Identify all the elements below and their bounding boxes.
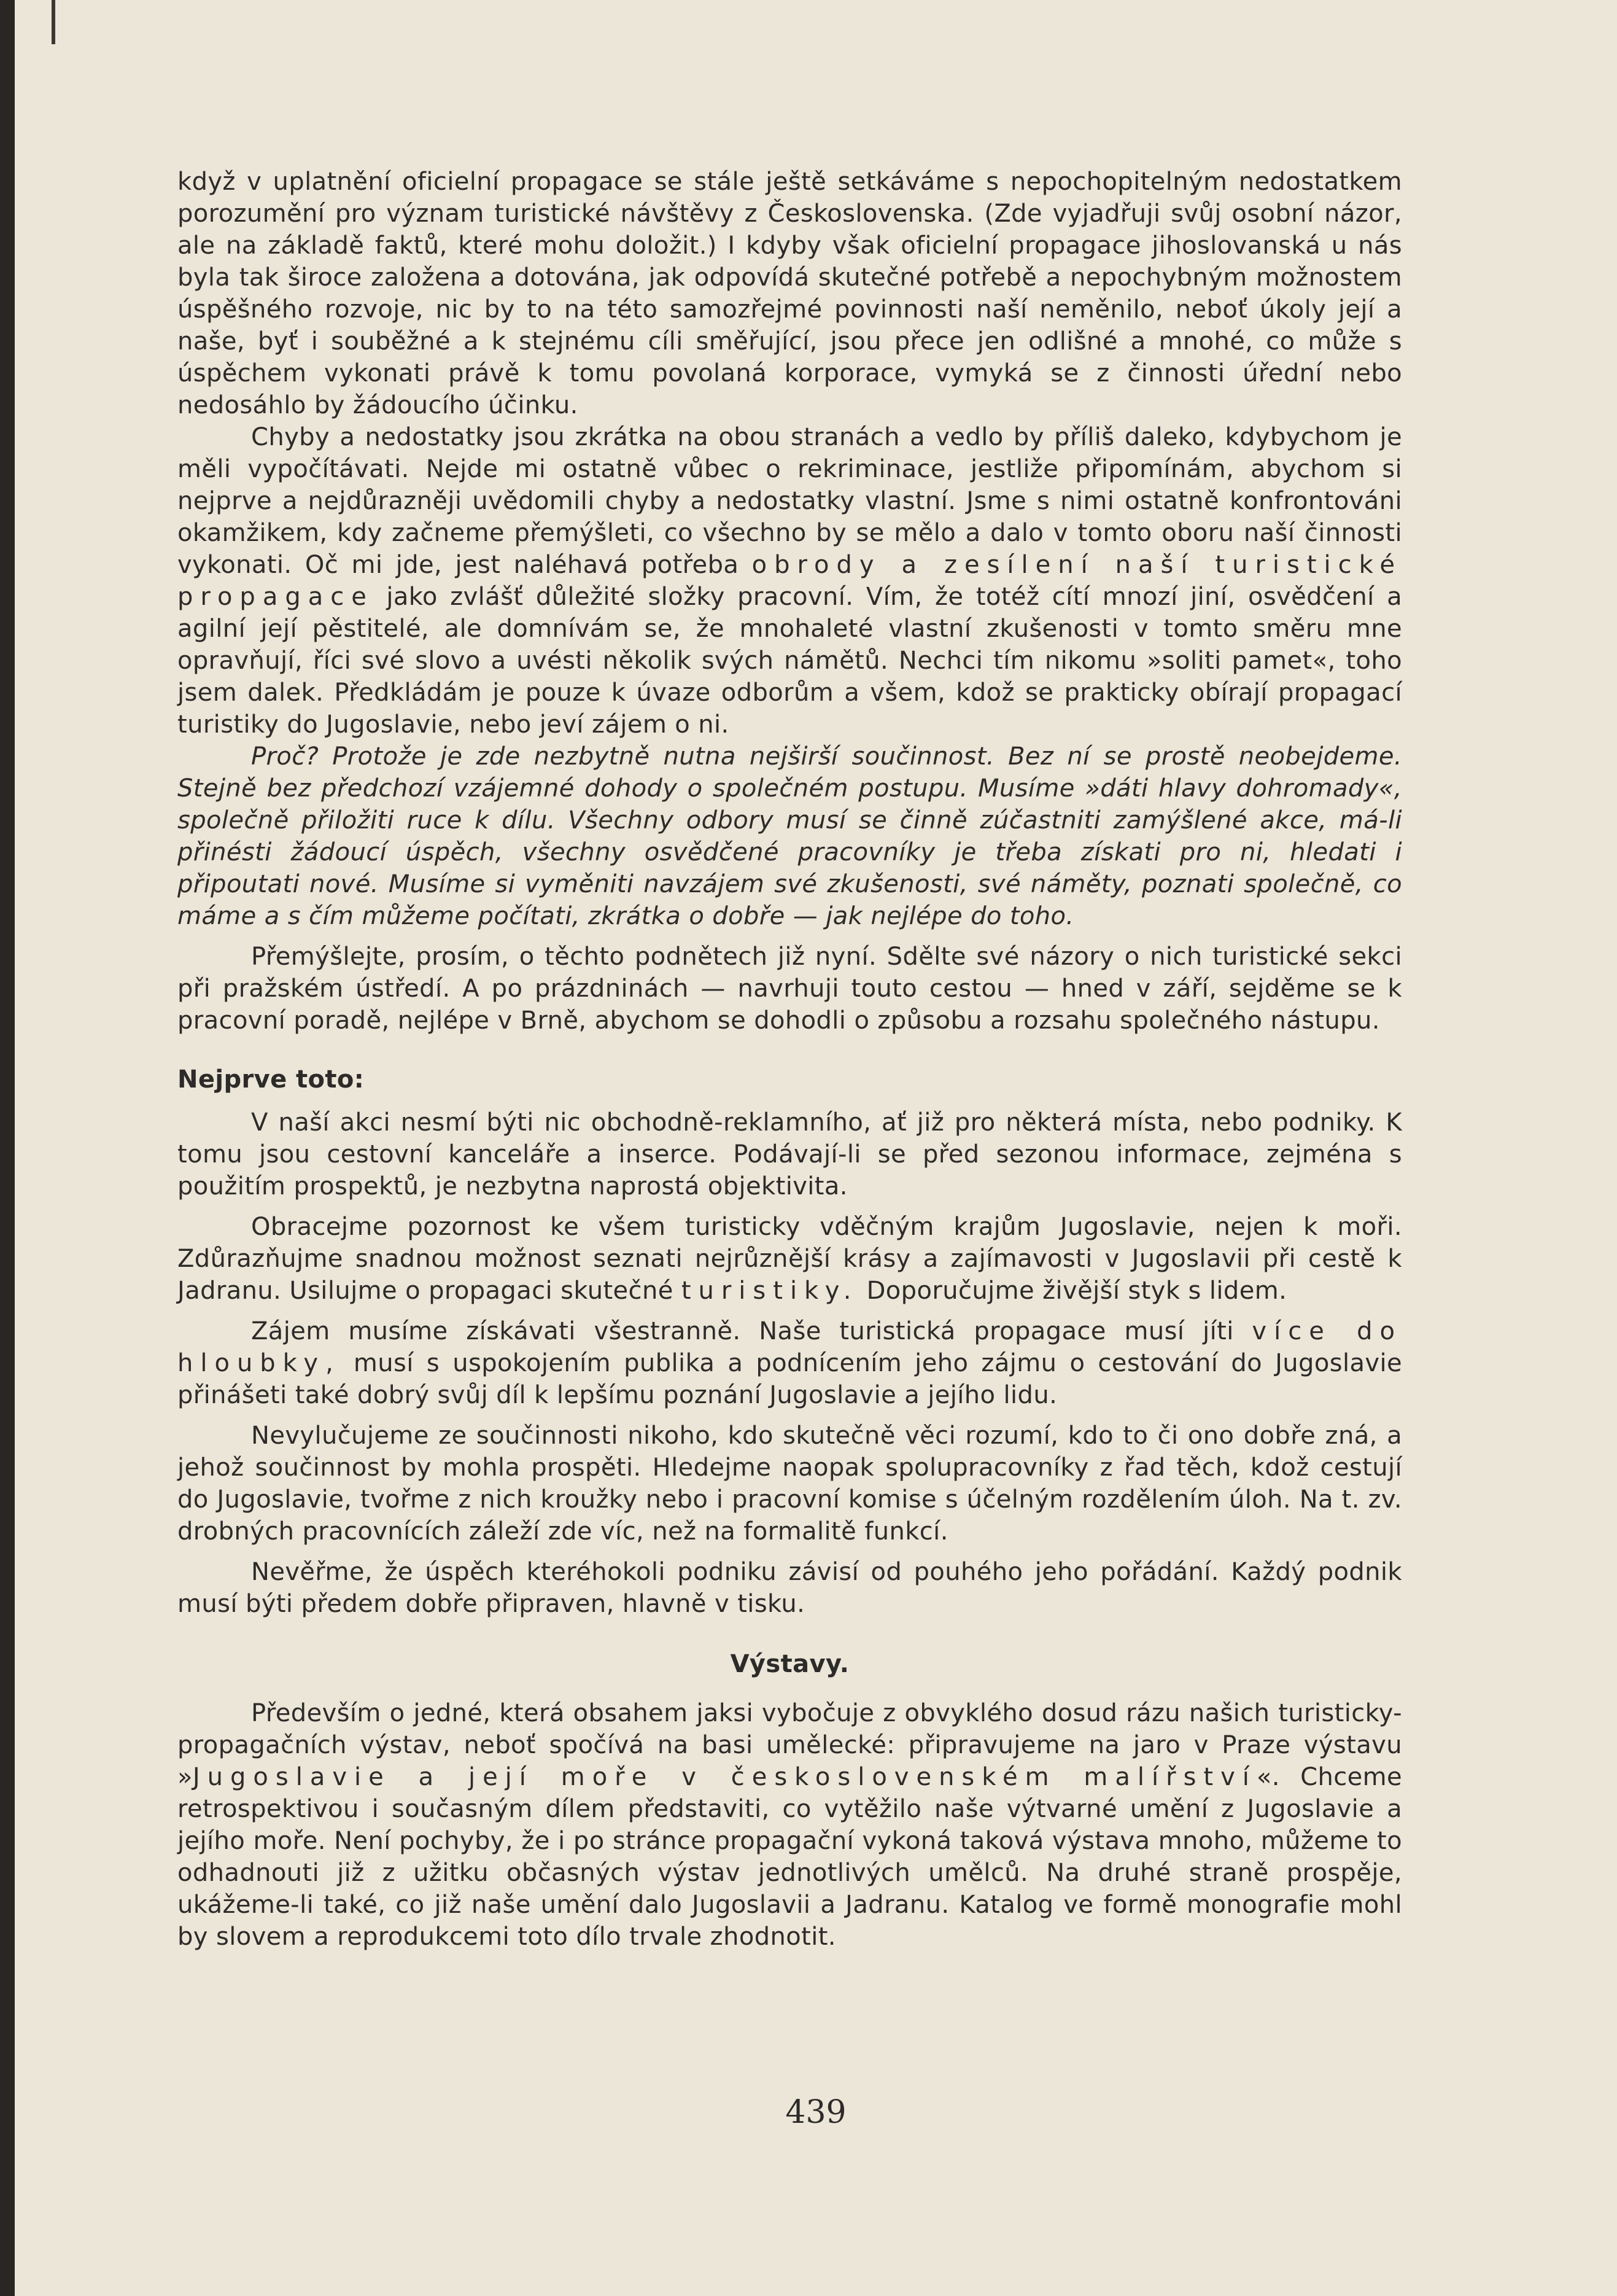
emphasis-spaced: obrody a zesílení naší turistické propagace	[177, 551, 1403, 611]
paragraph-7: Zájem musíme získávati všestranně. Naše turistická propagace musí jíti více do hloubky, musí s uspokojením publika a podnícením jeho zájmu o cestování do Jugoslavie přinášeti také dobrý svůj díl k lepšímu poznání Jugoslavie a jejího lidu.	[177, 1317, 1402, 1409]
emphasis-spaced: turistiky.	[681, 1277, 859, 1305]
article-body	[177, 166, 1402, 1953]
book-page	[15, 0, 1617, 2296]
paragraph-1: když v uplatnění oficielní propagace se stále ještě setkáváme s nepochopitelným nedostatkem porozumění pro význam turistické návštěvy z Československa. (Zde vyjadřuji svůj osobní názor, ale na základě faktů, které mohu doložit.) I kdyby však oficielní propagace jihoslovanská u nás byla tak široce založena a dotována, jak odpovídá skutečné potřebě a nepochybným možnostem úspěšného rozvoje, nic by to na této samozřejmé povinnosti naší neměnilo, neboť úkoly její a naše, byť i souběžné a k stejnému cíli směřující, jsou přece jen odlišné a mnohé, co může s úspěchem vykonati právě k tomu povolaná korporace, vymyká se z činnosti úřední nebo nedosáhlo by žádoucího účinku.	[177, 168, 1402, 419]
section-heading-nejprve: Nejprve toto:	[177, 1065, 365, 1094]
paragraph-6: Obracejme pozornost ke všem turisticky vděčným krajům Jugoslavie, nejen k moři. Zdůrazňujme snadnou možnost seznati nejrůznější krásy a zajímavosti v Jugoslavii při cestě k Jadranu. Usilujme o propagaci skutečné turistiky. Doporučujme živější styk s lidem.	[177, 1213, 1402, 1305]
paragraph-8: Nevylučujeme ze součinnosti nikoho, kdo skutečně věci rozumí, kdo to či ono dobře zná, a jehož součinnost by mohla prospěti. Hledejme naopak spolupracovníky z řad těch, kdož cestují do Jugoslavie, tvořme z nich kroužky nebo i pracovní komise s účelným rozdělením úloh. Na t. zv. drobných pracovnících záleží zde víc, než na formalitě funkcí.	[177, 1422, 1402, 1546]
binding-edge	[52, 0, 55, 44]
emphasis-spaced: Jugoslavie a její moře v československém malířství	[192, 1763, 1257, 1791]
section-heading-vystavy: Výstavy.	[730, 1650, 850, 1678]
paragraph-5: V naší akci nesmí býti nic obchodně-reklamního, ať již pro některá místa, nebo podniky. K tomu jsou cestovní kanceláře a inserce. Podávají-li se před sezonou informace, zejména s použitím prospektů, je nezbytna naprostá objektivita.	[177, 1108, 1402, 1201]
paragraph-2: Chyby a nedostatky jsou zkrátka na obou stranách a vedlo by příliš daleko, kdybychom je měli vypočítávati. Nejde mi ostatně vůbec o rekriminace, jestliže připomínám, abychom si nejprve a nejdůrazněji uvědomili chyby a nedostatky vlastní. Jsme s nimi ostatně konfrontováni okamžikem, kdy začneme přemýšleti, co všechno by se mělo a dalo v tomto oboru naší činnosti vykonati. Oč mi jde, jest naléhavá potřeba obrody a zesílení naší turistické propagace jako zvlášť důležité složky pracovní. Vím, že totéž cítí mnozí jiní, osvědčení a agilní její pěstitelé, ale domnívám se, že mnohaleté vlastní zkušenosti v tomto směru mne opravňují, říci své slovo a uvésti několik svých námětů. Nechci tím nikomu »soliti pamet«, toho jsem dalek. Předkládám je pouze k úvaze odborům a všem, kdož se prakticky obírají propagací turistiky do Jugoslavie, nebo jeví zájem o ni.	[177, 423, 1403, 739]
paragraph-3-italic: Proč? Protože je zde nezbytně nutna nejširší součinnost. Bez ní se prostě neobejdeme. Stejně bez předchozí vzájemné dohody o společném postupu. Musíme »dáti hlavy dohromady«, společně přiložiti ruce k dílu. Všechny odbory musí se činně zúčastniti zamýšlené akce, má-li přinésti žádoucí úspěch, všechny osvědčené pracovníky je třeba získati pro ni, hledati i připoutati nové. Musíme si vyměniti navzájem své zkušenosti, své náměty, poznati společně, co máme a s čím můžeme počítati, zkrátka o dobře — jak nejlépe do toho.	[177, 742, 1402, 930]
paragraph-10: Především o jedné, která obsahem jaksi vybočuje z obvyklého dosud rázu našich turisticky-propagačních výstav, neboť spočívá na basi umělecké: připravujeme na jaro v Praze výstavu »Jugoslavie a její moře v československém malířství«. Chceme retrospektivou i současným dílem představiti, co vytěžilo naše výtvarné umění z Jugoslavie a jejího moře. Není pochyby, že i po stránce propagační vykoná taková výstava mnoho, můžeme to odhadnouti již z užitku občasných výstav jednotlivých umělců. Na druhé straně prospěje, ukážeme-li také, co již naše umění dalo Jugoslavii a Jadranu. Katalog ve formě monografie mohl by slovem a reprodukcemi toto dílo trvale zhodnotit.	[177, 1699, 1402, 1951]
paragraph-9: Nevěřme, že úspěch kteréhokoli podniku závisí od pouhého jeho pořádání. Každý podnik musí býti předem dobře připraven, hlavně v tisku.	[177, 1558, 1402, 1618]
paragraph-4: Přemýšlejte, prosím, o těchto podnětech již nyní. Sdělte své názory o nich turistické sekci při pražském ústředí. A po prázdninách — navrhuji touto cestou — hned v září, sejděme se k pracovní poradě, nejlépe v Brně, abychom se dohodli o způsobu a rozsahu společného nástupu.	[177, 943, 1402, 1035]
page-number: 439	[785, 2094, 847, 2131]
emphasis-spaced: více do hloubky,	[177, 1317, 1402, 1377]
